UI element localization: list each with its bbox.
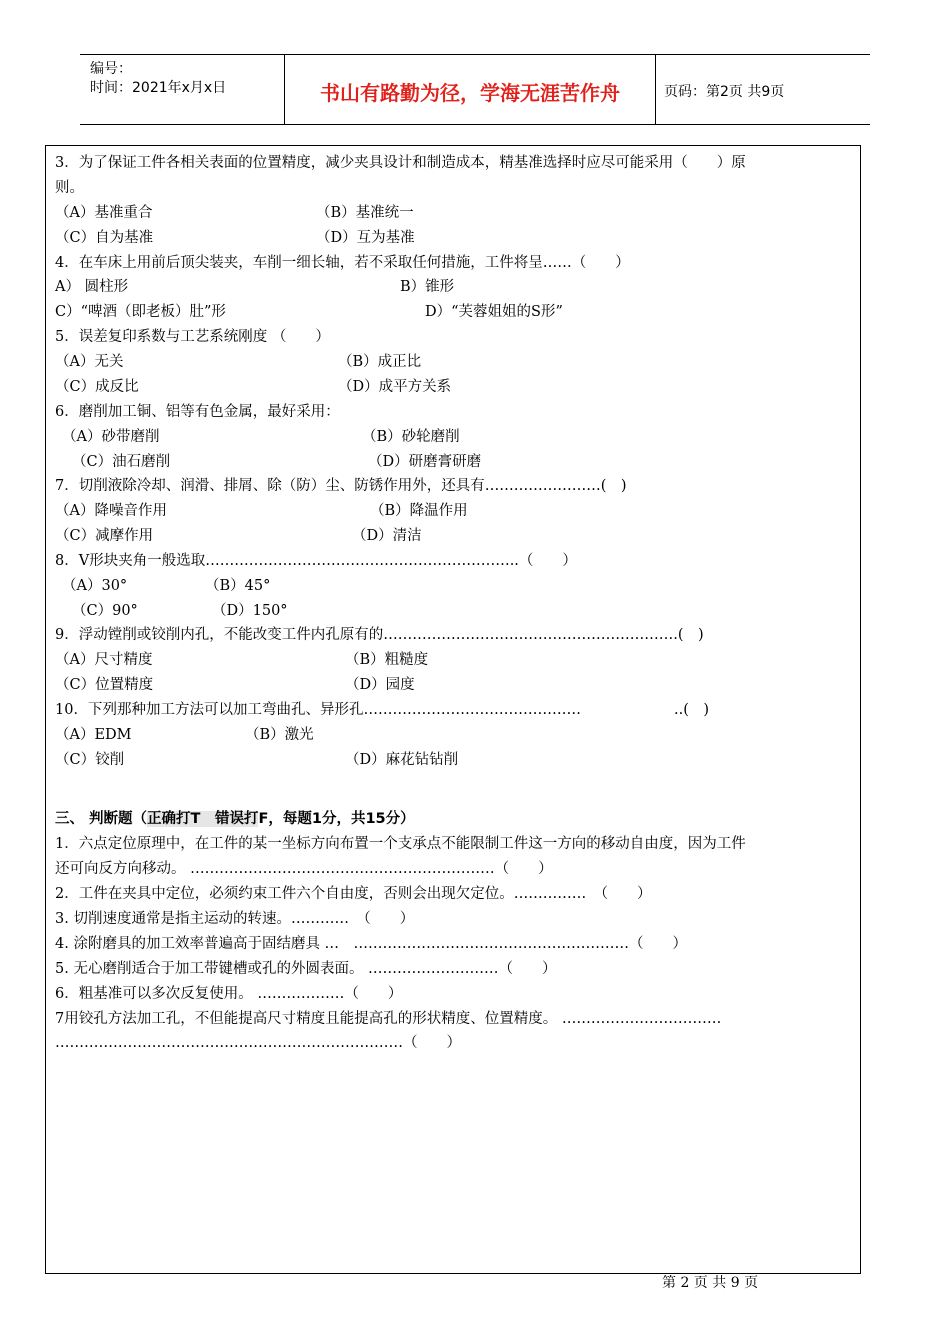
- question-4-text: 4．在车床上用前后顶尖装夹，车削一细长轴，若不采取任何措施，工件将呈……（ ）: [55, 255, 630, 271]
- q9-option-d: （D）园度: [345, 677, 415, 693]
- question-8-text: 8．V形块夹角一般选取………………………………………………………..（ ）: [55, 553, 577, 569]
- section-3-title: 三、 判断题（: [55, 811, 148, 827]
- q10-option-c: （C）铰削: [55, 752, 125, 768]
- motto-title: 书山有路勤为径，学海无涯苦作舟: [320, 81, 620, 105]
- q3-option-c: （C）自为基准: [55, 230, 154, 246]
- q4-option-b: B）锥形: [400, 279, 455, 295]
- judgement-7-text-cont: ………………………………………………………………（ ）: [55, 1035, 461, 1051]
- question-3-text: 3．为了保证工件各相关表面的位置精度，减少夹具设计和制造成本，精基准选择时应尽可能采用（ ）原: [55, 155, 746, 171]
- judgement-6-text: 6．粗基准可以多次反复使用。 ………………（ ）: [55, 986, 403, 1002]
- q9-option-b: （B）粗糙度: [345, 652, 429, 668]
- question-7-text: 7．切削液除冷却、润滑、排屑、除（防）尘、防锈作用外，还具有……………………( ): [55, 478, 627, 494]
- page-footer: 第 2 页 共 9 页: [662, 1275, 759, 1291]
- q3-option-d: （D）互为基准: [316, 230, 415, 246]
- q7-option-a: （A）降噪音作用: [55, 503, 167, 519]
- q5-option-c: （C）成反比: [55, 379, 139, 395]
- q6-option-d: （D）研磨膏研磨: [368, 454, 482, 470]
- q10-option-a: （A）EDM: [55, 727, 132, 743]
- q6-option-b: （B）砂轮磨削: [362, 429, 460, 445]
- question-10-answer-slot: ..( ): [674, 702, 710, 718]
- section-3-highlight: 正确打T 错误打: [147, 811, 259, 827]
- question-5-text: 5．误差复印系数与工艺系统刚度 （ ）: [55, 329, 330, 345]
- judgement-2-text: 2．工件在夹具中定位，必须约束工件六个自由度，否则会出现欠定位。…………… （ ）: [55, 886, 652, 902]
- q4-option-d: D）“芙蓉姐姐的S形”: [425, 304, 563, 320]
- judgement-1-text: 1．六点定位原理中，在工件的某一坐标方向布置一个支承点不能限制工件这一方向的移动自由度，因为工件: [55, 836, 746, 852]
- q10-option-d: （D）麻花钻钻削: [345, 752, 459, 768]
- header-divider: [655, 55, 656, 124]
- q3-option-a: （A）基准重合: [55, 205, 153, 221]
- q6-option-a: （A）砂带磨削: [62, 429, 160, 445]
- question-6-text: 6．磨削加工铜、铝等有色金属，最好采用：: [55, 404, 340, 420]
- q5-option-d: （D）成平方关系: [338, 379, 452, 395]
- judgement-7-text: 7用铰孔方法加工孔，不但能提高尺寸精度且能提高孔的形状精度、位置精度。 ……………………………: [55, 1011, 722, 1027]
- judgement-3-text: 3. 切削速度通常是指主运动的转速。………… （ ）: [55, 911, 415, 927]
- question-9-text: 9．浮动镗削或铰削内孔，不能改变工件内孔原有的…………………………………………………….( ): [55, 627, 704, 643]
- q7-option-b: （B）降温作用: [370, 503, 468, 519]
- judgement-5-text: 5. 无心磨削适合于加工带键槽或孔的外圆表面。 ………………………（ ）: [55, 961, 557, 977]
- q9-option-c: （C）位置精度: [55, 677, 154, 693]
- q4-option-c: C）“啤酒（即老板）肚”形: [55, 304, 226, 320]
- q5-option-b: （B）成正比: [338, 354, 422, 370]
- q3-option-b: （B）基准统一: [316, 205, 414, 221]
- section-3-scoring: F，每题1分，共15分）: [258, 811, 415, 827]
- section-3-heading: [55, 807, 415, 828]
- question-3-text-cont: 则。: [55, 180, 84, 196]
- page-label: 页码：第2页 共9页: [664, 84, 785, 100]
- time-label: 时间：2021年x月x日: [90, 80, 227, 96]
- q7-option-c: （C）减摩作用: [55, 528, 154, 544]
- q4-option-a: A） 圆柱形: [55, 279, 129, 295]
- question-10-text: 10．下列那种加工方法可以加工弯曲孔、异形孔………………………………………: [55, 702, 581, 718]
- q8-option-a: （A）30°: [62, 578, 128, 594]
- page-header: [80, 54, 870, 125]
- number-label: 编号：: [90, 61, 132, 77]
- q7-option-d: （D）清洁: [352, 528, 422, 544]
- q8-option-b: （B）45°: [205, 578, 271, 594]
- q8-option-c: （C）90°: [72, 603, 138, 619]
- judgement-1-text-cont: 还可向反方向移动。 ………………………………………………………（ ）: [55, 861, 553, 877]
- q9-option-a: （A）尺寸精度: [55, 652, 153, 668]
- judgement-4-text: 4. 涂附磨具的加工效率普遍高于固结磨具 … …………………………………………………（ ）: [55, 936, 688, 952]
- q10-option-b: （B）激光: [245, 727, 314, 743]
- q6-option-c: （C）油石磨削: [72, 454, 171, 470]
- q8-option-d: （D）150°: [212, 603, 288, 619]
- q5-option-a: （A）无关: [55, 354, 124, 370]
